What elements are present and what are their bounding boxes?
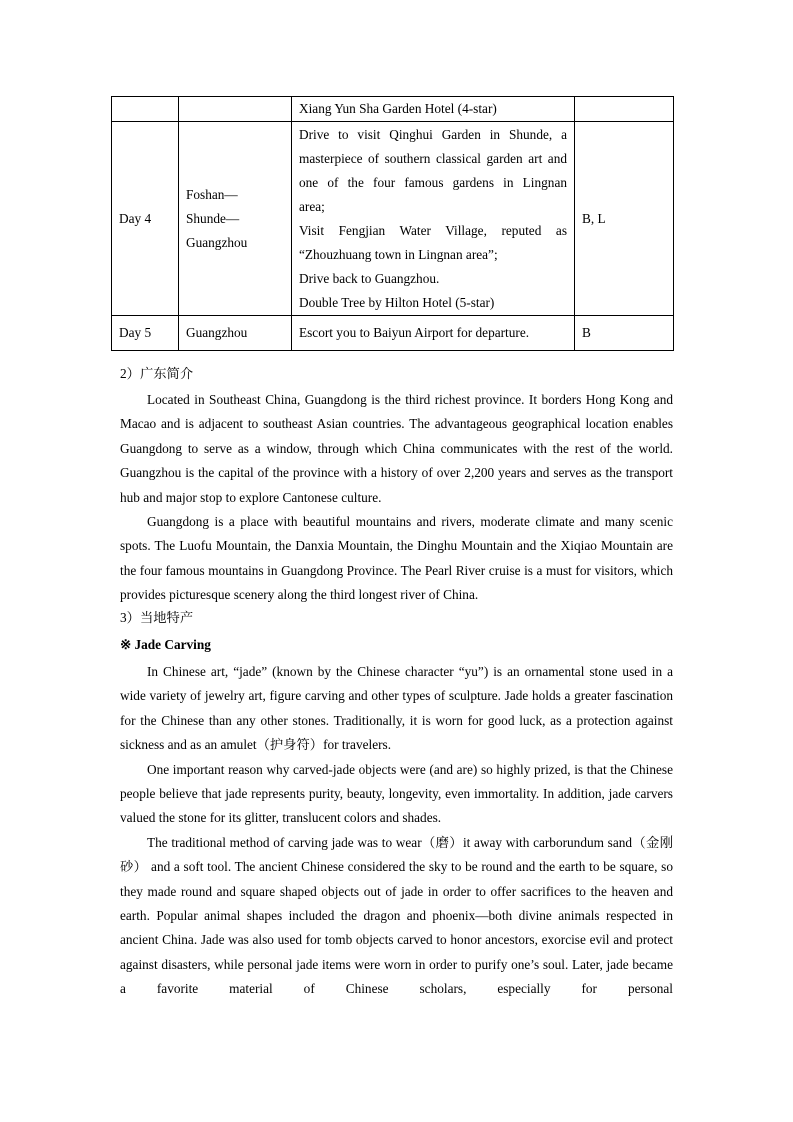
jade-carving-body bbox=[120, 660, 673, 1002]
table-row bbox=[112, 316, 674, 351]
day-cell bbox=[112, 97, 179, 122]
section-heading-local-specialties: 3）当地特产 bbox=[120, 610, 194, 625]
paragraph: The traditional method of carving jade was to wear（磨）it away with carborundum sand（金刚砂） and a soft tool. The ancient Chinese considered the sky to be round and the earth to be square, so they made round and square shaped objects out of jade in order to offer sacrifices to the heaven and earth. Popular animal shapes included the dragon and phoenix—both divine animals respected in ancient China. Jade was also used for tomb objects carved to honor ancestors, exorcise evil and protect against disasters, while personal jade items were worn in order to purify one’s soul. Later, jade became a favorite material of Chinese scholars, especially for personal bbox=[120, 834, 673, 997]
route-line: Shunde— bbox=[186, 210, 240, 226]
activity-line: Drive to visit Qinghui Garden in Shunde, a bbox=[299, 126, 567, 142]
activity-line: one of the four famous gardens in Lingnan bbox=[299, 174, 567, 190]
meals-cell: B, L bbox=[575, 122, 674, 316]
subheading-jade-carving: ※ Jade Carving bbox=[120, 637, 211, 652]
paragraph: Guangdong is a place with beautiful mountains and rivers, moderate climate and many scenic spots. The Luofu Mountain, the Danxia Mountain, the Dinghu Mountain and the Xiqiao Mountain are the four famous mountains in Guangdong Province. The Pearl River cruise is a must for visitors, which provides picturesque scenery along the third longest river of China. bbox=[120, 514, 673, 603]
itinerary-table bbox=[111, 96, 674, 351]
route-cell: Guangzhou bbox=[179, 316, 292, 351]
guangdong-intro-body bbox=[120, 388, 673, 608]
meals-cell bbox=[575, 97, 674, 122]
route-line: Guangzhou bbox=[186, 234, 248, 250]
day-cell: Day 4 bbox=[112, 122, 179, 316]
activity-line: Visit Fengjian Water Village, reputed as bbox=[299, 222, 567, 238]
activity-line: “Zhouzhuang town in Lingnan area”; bbox=[299, 246, 498, 262]
activity-line: Drive back to Guangzhou. bbox=[299, 270, 440, 286]
table-row bbox=[112, 97, 674, 122]
activity-cell: Xiang Yun Sha Garden Hotel (4-star) bbox=[292, 97, 575, 122]
paragraph: Located in Southeast China, Guangdong is the third richest province. It borders Hong Kong and Macao and is adjacent to southeast Asian countries. The advantageous geographical location enables Guangdong to serve as a window, through which China communicates with the rest of the world. Guangzhou is the capital of the province with a history of over 2,200 years and serves as the transport hub and major stop to explore Cantonese culture. bbox=[120, 392, 673, 505]
activity-line: masterpiece of southern classical garden art and bbox=[299, 150, 567, 166]
meals-cell: B bbox=[575, 316, 674, 351]
route-cell bbox=[179, 97, 292, 122]
table-row bbox=[112, 122, 674, 316]
activity-line: Double Tree by Hilton Hotel (5-star) bbox=[299, 294, 495, 310]
paragraph: One important reason why carved-jade objects were (and are) so highly prized, is that the Chinese people believe that jade represents purity, beauty, longevity, even immortality. In addition, jade carvers valued the stone for its glitter, translucent colors and shades. bbox=[120, 761, 673, 826]
day-cell: Day 5 bbox=[112, 316, 179, 351]
activity-line: area; bbox=[299, 198, 325, 214]
section-heading-guangdong-intro: 2）广东简介 bbox=[120, 366, 194, 381]
activity-cell: Escort you to Baiyun Airport for departure. bbox=[292, 316, 575, 351]
activity-cell bbox=[292, 122, 575, 316]
route-line: Foshan— bbox=[186, 186, 238, 202]
route-cell bbox=[179, 122, 292, 316]
paragraph: In Chinese art, “jade” (known by the Chinese character “yu”) is an ornamental stone used in a wide variety of jewelry art, figure carving and other types of sculpture. Jade holds a greater fascination for the Chinese than any other stones. Traditionally, it is worn for good luck, as a protection against sickness and as an amulet（护身符）for travelers. bbox=[120, 664, 673, 753]
